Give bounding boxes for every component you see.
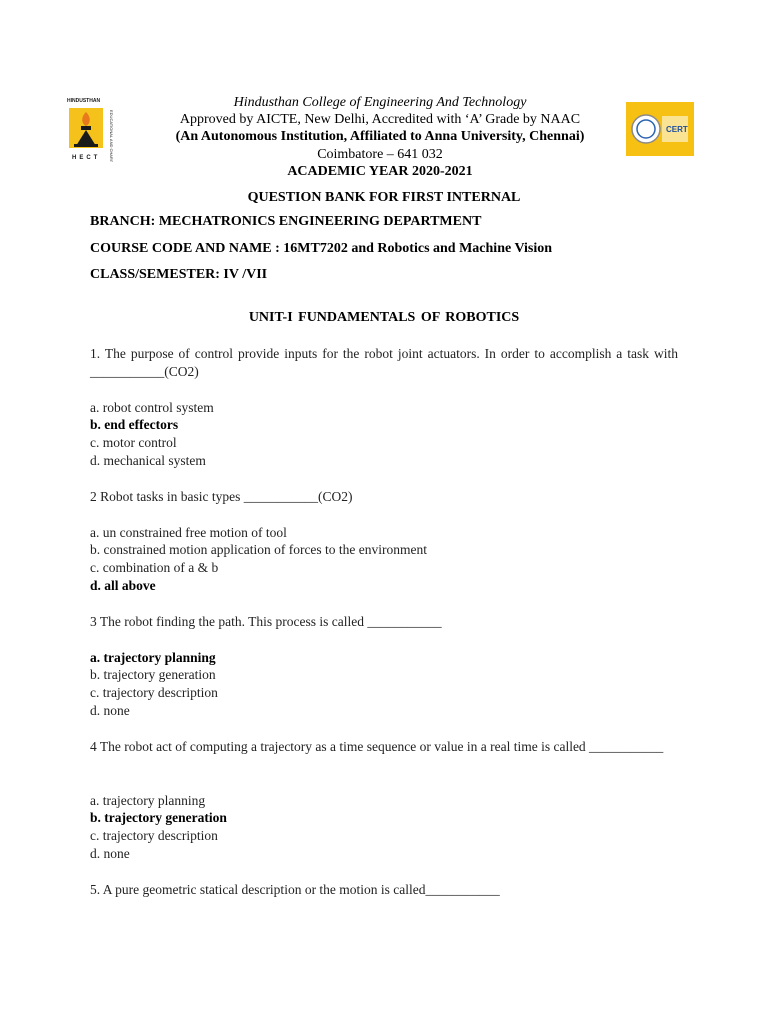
- academic-year: ACADEMIC YEAR 2020-2021: [287, 164, 473, 179]
- class-semester-line: CLASS/SEMESTER: IV /VII: [90, 267, 268, 282]
- question-text: 2 Robot tasks in basic types ___________(CO2): [90, 489, 353, 504]
- branch-line: BRANCH: MECHATRONICS ENGINEERING DEPARTMENT: [90, 214, 482, 229]
- emblem-side-text: EDUCATIONAL AND CHARITABLE TRUST: [109, 110, 114, 162]
- question-text: 3 The robot finding the path. This process is called ___________: [90, 614, 442, 629]
- course-line: COURSE CODE AND NAME : 16MT7202 and Robotics and Machine Vision: [90, 241, 553, 256]
- option-item: b. trajectory generation: [90, 667, 216, 682]
- city-line: Coimbatore – 641 032: [317, 147, 443, 162]
- option-item: d. mechanical system: [90, 453, 206, 468]
- option-item-correct: a. trajectory planning: [90, 650, 216, 665]
- option-item: c. motor control: [90, 435, 177, 450]
- college-name: Hindusthan College of Engineering And Technology: [233, 95, 527, 110]
- emblem-top-text: HINDUSTHAN: [67, 98, 101, 104]
- option-item: c. trajectory description: [90, 685, 218, 700]
- option-item: b. constrained motion application of forces to the environment: [90, 542, 428, 557]
- question-text: 4 The robot act of computing a trajectory as a time sequence or value in a real time is called ___________: [90, 739, 664, 754]
- institution-header: [120, 95, 640, 180]
- option-item: a. robot control system: [90, 400, 214, 415]
- option-item-correct: d. all above: [90, 578, 156, 593]
- option-item: a. trajectory planning: [90, 793, 206, 808]
- question-text: 5. A pure geometric statical description or the motion is called___________: [90, 882, 500, 897]
- approval-line: Approved by AICTE, New Delhi, Accredited with ‘A’ Grade by NAAC: [179, 112, 581, 127]
- option-item: d. none: [90, 703, 130, 718]
- option-item: c. combination of a & b: [90, 560, 219, 575]
- emblem-bottom-text: HECT: [72, 155, 101, 161]
- option-item-correct: b. trajectory generation: [90, 810, 227, 825]
- option-item: d. none: [90, 846, 130, 861]
- question-text: 1. The purpose of control provide inputs for the robot joint actuators. In order to accomplish a task with ___________(CO2): [90, 346, 678, 379]
- option-item-correct: b. end effectors: [90, 417, 179, 432]
- option-item: a. un constrained free motion of tool: [90, 525, 287, 540]
- document-title: QUESTION BANK FOR FIRST INTERNAL: [247, 190, 521, 205]
- unit-heading: UNIT-I FUNDAMENTALS OF ROBOTICS: [248, 310, 520, 325]
- autonomous-line: (An Autonomous Institution, Affiliated to Anna University, Chennai): [175, 129, 585, 144]
- option-item: c. trajectory description: [90, 828, 218, 843]
- cert-label: CERT: [666, 125, 688, 134]
